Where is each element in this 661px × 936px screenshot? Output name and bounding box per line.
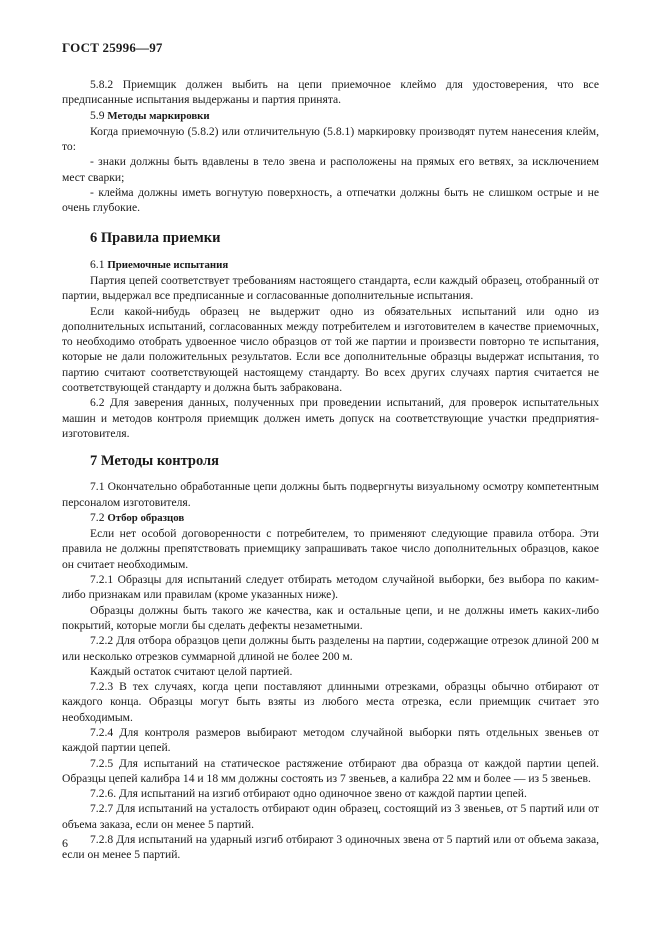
clause-7-1: 7.1 Окончательно обработанные цепи должны быть подвергнуты визуальному осмотру компетентным персоналом изготовителя. [62, 480, 599, 509]
clause-7-2: Если нет особой договоренности с потребителем, то применяют следующие правила отбора. Эти правила не должны препятствовать приемщику запрашивать такое число дополнительных образцов, какое он считает необходимым. [62, 527, 599, 571]
clause-5-9-item-2: - клейма должны иметь вогнутую поверхность, а отпечатки должны быть не слишком острые и не очень глубокие. [62, 186, 599, 215]
clause-7-2-2-para-2: Каждый остаток считают целой партией. [90, 664, 293, 678]
clause-7-2-5: 7.2.5 Для испытаний на статическое растяжение отбирают два образца от каждой партии цепей. Образцы цепей калибра 14 и 18 мм должны состоять из 7 звеньев, а калибра 22 мм и более — из 5 звеньев. [62, 756, 599, 785]
clause-7-2-8: 7.2.8 Для испытаний на ударный изгиб отбирают 3 одиночных звена от 5 партий или от объема заказа, если он менее 5 партий. [62, 833, 599, 862]
clause-7-2-3: 7.2.3 В тех случаях, когда цепи поставляют длинными отрезками, образцы обычно отбирают от каждого конца. Образцы могут быть взяты из любого места отрезка, если приемщик считает это необходимым. [62, 680, 599, 724]
page-number: 6 [62, 836, 68, 850]
section-6-heading: 6 Правила приемки [90, 229, 221, 246]
subsection-5-9-title: Методы маркировки [107, 109, 210, 122]
clause-7-2-6: 7.2.6. Для испытаний на изгиб отбирают одно одиночное звено от каждой партии цепей. [90, 787, 527, 801]
clause-7-2-4: 7.2.4 Для контроля размеров выбирают методом случайной выборки пять отдельных звеньев от каждой партии цепей. [62, 725, 599, 755]
subsection-7-2-heading [62, 510, 599, 526]
clause-7-2-7: 7.2.7 Для испытаний на усталость отбирают один образец, состоящий из 3 звеньев, от 5 партий или от объема заказа, если он менее 5 партий. [62, 802, 599, 831]
subsection-5-9-heading [62, 108, 599, 124]
subsection-6-1-title: Приемочные испытания [107, 258, 229, 271]
clause-5-9-item-1: - знаки должны быть вдавлены в тело звена и расположены на прямых его ветвях, за исключением мест сварки; [62, 155, 599, 184]
clause-6-2: 6.2 Для заверения данных, полученных при проведении испытаний, для проверок испытательных машин и методов контроля приемщик должен иметь допуск на соответствующие участки предприятия-изготовителя. [62, 396, 599, 440]
subsection-6-1-number: 6.1 [90, 257, 105, 271]
clause-7-2-2-para-1: 7.2.2 Для отбора образцов цепи должны быть разделены на партии, содержащие отрезок длиной 200 м или несколько отрезков суммарной длиной не более 200 м. [62, 634, 599, 663]
subsection-7-2-number: 7.2 [90, 510, 105, 524]
clause-6-1-para-2: Если какой-нибудь образец не выдержит одно из обязательных испытаний или одно из дополнительных испытаний, согласованных между потребителем и изготовителем в качестве приемочных, то необходимо отобрать удвоенное число образцов от той же партии и произвести повторно те испытания, которые не дали положительных результатов. Если все дополнительные образцы выдержат испытания, то партию считают соответствующей настоящему стандарту. Во всех других случаях партия считается не соответствующей стандарту и должна быть забракована. [62, 304, 599, 395]
document-body [62, 77, 599, 863]
clause-6-1-para-1: Партия цепей соответствует требованиям настоящего стандарта, если каждый образец, отобранный от партии, выдержал все предписанные и согласованные дополнительные испытания. [62, 273, 599, 303]
subsection-7-2-title: Отбор образцов [107, 511, 185, 524]
subsection-5-9-number: 5.9 [90, 108, 105, 122]
clause-7-2-1-para-2: Образцы должны быть такого же качества, как и остальные цепи, и не должны иметь каких-либо покрытий, которые могли бы сделать дефекты незаметными. [62, 603, 599, 632]
clause-5-8-2: 5.8.2 Приемщик должен выбить на цепи приемочное клеймо для удостоверения, что все предписанные испытания выдержаны и партия принята. [62, 78, 599, 107]
clause-5-9-intro: Когда приемочную (5.8.2) или отличительную (5.8.1) маркировку производят путем нанесения клейм, то: [62, 124, 599, 154]
subsection-6-1-heading [62, 257, 599, 273]
document-code-header: ГОСТ 25996—97 [62, 40, 163, 55]
clause-7-2-1-para-1: 7.2.1 Образцы для испытаний следует отбирать методом случайной выборки, без выбора по каким-либо признакам или правилам (кроме указанных ниже). [62, 573, 599, 602]
section-7-heading: 7 Методы контроля [90, 453, 220, 470]
